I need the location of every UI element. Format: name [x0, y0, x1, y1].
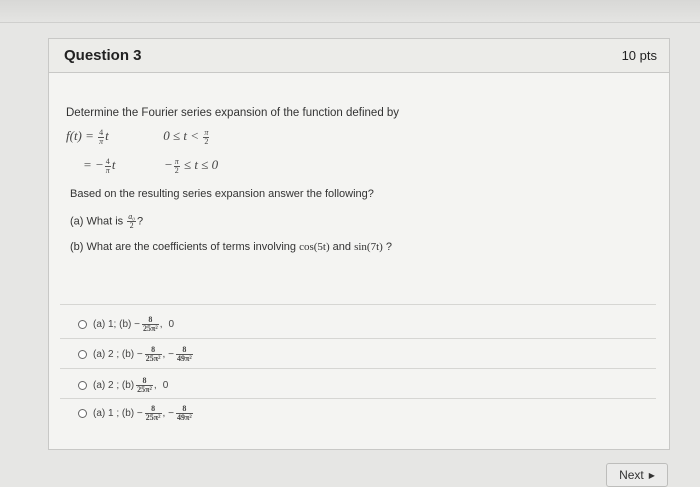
- def1-cond: 0 ≤ t <: [163, 128, 203, 143]
- part-b-post: ?: [382, 241, 392, 253]
- option-2-f1-den: 25π²: [145, 354, 161, 363]
- part-b-sin: sin(7t): [354, 241, 383, 253]
- radio-option-3[interactable]: [78, 381, 87, 390]
- part-b: [70, 241, 392, 253]
- option-2-sep: , −: [162, 349, 174, 360]
- option-3-tail: 0: [162, 380, 169, 391]
- right-arrow-icon: ▶: [648, 470, 655, 480]
- option-2-f2-num: 8: [176, 346, 193, 355]
- def2-lhs: = −: [83, 157, 104, 172]
- option-3-f1-den: 25π²: [137, 385, 152, 394]
- based-on-text: Based on the resulting series expansion answer the following?: [70, 188, 374, 200]
- def2-cond-post: ≤ t ≤ 0: [180, 157, 219, 172]
- option-3-f1-num: 8: [136, 377, 153, 386]
- def1-cond-num: π: [204, 127, 209, 137]
- option-1-f1-num: 8: [142, 316, 159, 325]
- option-2-frac-2: [176, 346, 193, 363]
- definition-line-2: [83, 157, 218, 175]
- option-4-frac-2: [176, 405, 193, 422]
- answer-divider-top: [60, 304, 656, 305]
- answer-option-4[interactable]: [78, 405, 194, 422]
- part-b-cos: cos(5t): [299, 241, 330, 253]
- option-4-f2-den: 49π²: [176, 413, 192, 422]
- answer-option-2[interactable]: [78, 346, 194, 363]
- option-2-label: (a) 2 ; (b) −: [93, 349, 143, 360]
- part-a-pre: (a) What is: [70, 215, 127, 228]
- option-4-f1-num: 8: [145, 405, 162, 414]
- option-3-label: (a) 2 ; (b): [93, 380, 135, 391]
- question-header: [49, 39, 669, 73]
- part-b-pre: (b) What are the coefficients of terms involving: [70, 241, 300, 253]
- option-2-f2-den: 49π²: [176, 354, 192, 363]
- option-4-sep: , −: [162, 408, 174, 419]
- top-strip: [0, 0, 700, 23]
- answer-option-1[interactable]: [78, 316, 174, 333]
- def2-cond-den: 2: [174, 165, 179, 175]
- answer-option-3[interactable]: [78, 377, 168, 394]
- option-1-label: (a) 1; (b) −: [93, 319, 140, 330]
- option-1-frac: [142, 316, 159, 333]
- part-b-mid: and: [329, 241, 355, 253]
- part-a-frac: [127, 213, 136, 230]
- def1-frac: [98, 129, 104, 146]
- answer-divider-2: [60, 368, 656, 369]
- def2-var: t: [111, 157, 116, 172]
- question-points: 10 pts: [621, 48, 657, 63]
- part-a-post: ?: [137, 215, 144, 228]
- option-3-frac: [136, 377, 153, 394]
- option-4-frac-1: [145, 405, 162, 422]
- def1-lhs: f(t) =: [66, 128, 98, 143]
- radio-option-4[interactable]: [78, 409, 87, 418]
- def2-frac-num: 4: [105, 156, 110, 166]
- def2-cond-frac: [174, 158, 180, 175]
- def1-cond-den: 2: [204, 136, 209, 146]
- option-1-sep: ,: [159, 319, 163, 330]
- option-1-f1-den: 25π²: [142, 324, 158, 333]
- answer-divider-3: [60, 398, 656, 399]
- option-2-frac-1: [145, 346, 162, 363]
- question-prompt: Determine the Fourier series expansion of the function defined by: [66, 107, 400, 119]
- option-1-tail: 0: [168, 319, 175, 330]
- def2-frac: [105, 158, 111, 175]
- radio-option-1[interactable]: [78, 320, 87, 329]
- def1-frac-num: 4: [99, 127, 104, 137]
- radio-option-2[interactable]: [78, 350, 87, 359]
- def1-frac-den: π: [99, 136, 104, 146]
- next-label: Next: [619, 468, 644, 482]
- definition-line-1: [66, 128, 210, 146]
- next-button[interactable]: [606, 463, 668, 487]
- option-4-f2-num: 8: [176, 405, 193, 414]
- option-2-f1-num: 8: [145, 346, 162, 355]
- question-title: Question 3: [64, 47, 142, 64]
- option-3-sep: ,: [153, 380, 157, 391]
- part-a-den: 2: [129, 221, 134, 230]
- part-a: [70, 213, 143, 230]
- def2-cond-num: π: [174, 156, 179, 166]
- answer-divider-1: [60, 338, 656, 339]
- def2-cond-pre: −: [163, 157, 173, 172]
- def1-cond-frac: [203, 129, 209, 146]
- option-4-f1-den: 25π²: [145, 413, 161, 422]
- option-4-label: (a) 1 ; (b) −: [93, 408, 143, 419]
- def1-var: t: [105, 128, 109, 143]
- part-a-num: a₀: [128, 212, 136, 221]
- def2-frac-den: π: [105, 165, 110, 175]
